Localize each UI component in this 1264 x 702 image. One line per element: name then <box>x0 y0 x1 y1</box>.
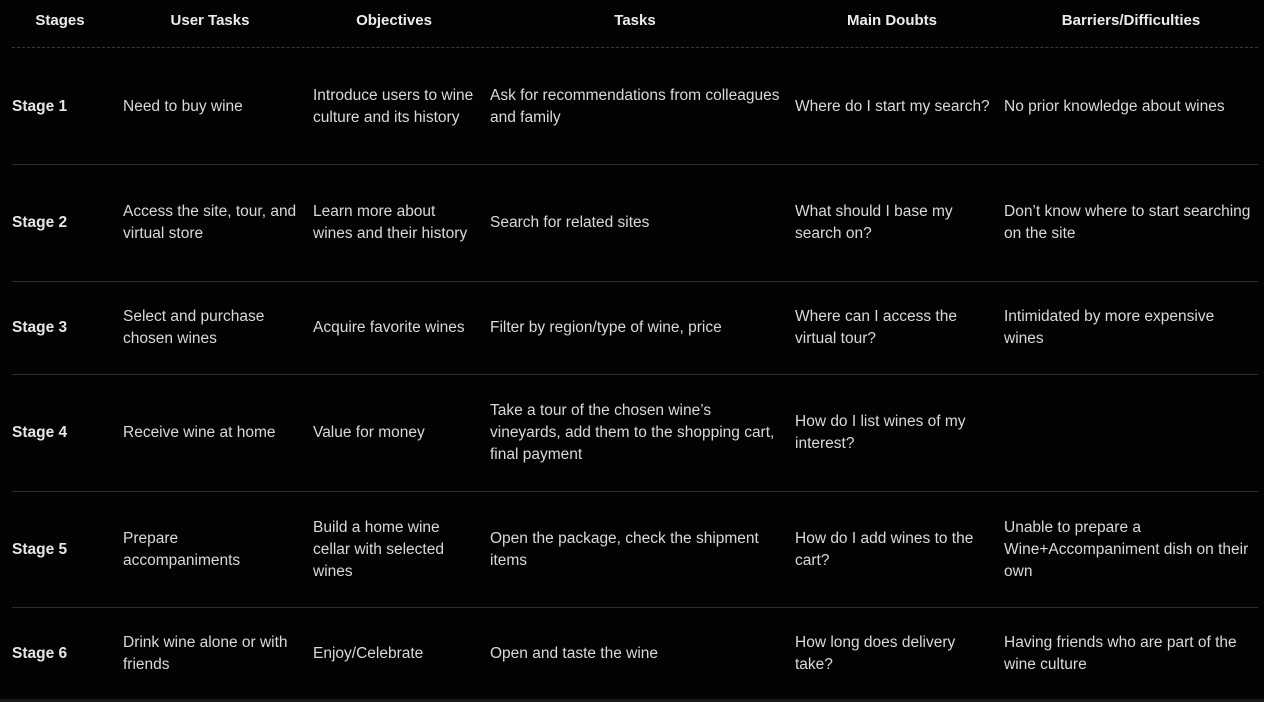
objective-cell: Build a home wine cellar with selected wines <box>313 518 444 580</box>
task-cell: Filter by region/type of wine, price <box>490 319 722 336</box>
header-divider <box>12 47 1258 48</box>
barrier-cell: Having friends who are part of the wine culture <box>1004 634 1237 673</box>
table-row-stage-3 <box>0 282 1264 374</box>
table-row-stage-2 <box>0 165 1264 281</box>
header-stages: Stages <box>35 12 85 29</box>
header-tasks: Tasks <box>614 12 656 29</box>
stage-label: Stage 6 <box>12 645 68 662</box>
user-task-cell: Prepare accompaniments <box>123 529 241 569</box>
table-row-stage-6 <box>0 608 1264 700</box>
header-main-doubts: Main Doubts <box>847 12 937 29</box>
objective-cell: Acquire favorite wines <box>313 319 465 336</box>
table-row-stage-5 <box>0 492 1264 607</box>
objective-cell: Value for money <box>313 424 425 441</box>
header-user-tasks: User Tasks <box>170 12 250 29</box>
task-cell: Take a tour of the chosen wine’s vineyards, add them to the shopping cart, final payment <box>490 402 775 463</box>
doubt-cell: What should I base my search on? <box>795 203 953 242</box>
doubt-cell: Where can I access the virtual tour? <box>795 308 957 347</box>
doubt-cell: How do I add wines to the cart? <box>795 529 974 569</box>
barrier-cell: Don’t know where to start searching on the site <box>1004 203 1251 242</box>
stage-label: Stage 3 <box>12 319 68 336</box>
table-row-stage-1 <box>0 50 1264 164</box>
user-task-cell: Receive wine at home <box>123 424 276 441</box>
table-row-stage-4 <box>0 375 1264 491</box>
objective-cell: Enjoy/Celebrate <box>313 645 424 662</box>
task-cell: Ask for recommendations from colleagues and family <box>490 87 780 126</box>
stage-label: Stage 5 <box>12 540 68 558</box>
doubt-cell: How long does delivery take? <box>795 634 956 673</box>
task-cell: Open and taste the wine <box>490 645 659 662</box>
user-task-cell: Need to buy wine <box>123 98 243 115</box>
task-cell: Open the package, check the shipment items <box>490 529 759 569</box>
barrier-cell: No prior knowledge about wines <box>1004 98 1225 115</box>
barrier-cell: Intimidated by more expensive wines <box>1004 308 1215 347</box>
user-task-cell: Access the site, tour, and virtual store <box>123 203 297 242</box>
doubt-cell: How do I list wines of my interest? <box>795 413 966 452</box>
stage-label: Stage 4 <box>12 424 68 441</box>
objective-cell: Introduce users to wine culture and its history <box>313 87 474 126</box>
objective-cell: Learn more about wines and their history <box>313 203 468 242</box>
header-objectives: Objectives <box>356 12 432 29</box>
header-barriers: Barriers/Difficulties <box>1061 12 1201 29</box>
user-task-cell: Select and purchase chosen wines <box>123 308 265 347</box>
stage-label: Stage 1 <box>12 98 68 115</box>
stage-label: Stage 2 <box>12 214 68 231</box>
user-task-cell: Drink wine alone or with friends <box>123 634 288 673</box>
task-cell: Search for related sites <box>490 214 650 231</box>
table-header-row <box>0 0 1264 44</box>
barrier-cell: Unable to prepare a Wine+Accompaniment dish on their own <box>1004 518 1249 580</box>
doubt-cell: Where do I start my search? <box>795 98 990 115</box>
